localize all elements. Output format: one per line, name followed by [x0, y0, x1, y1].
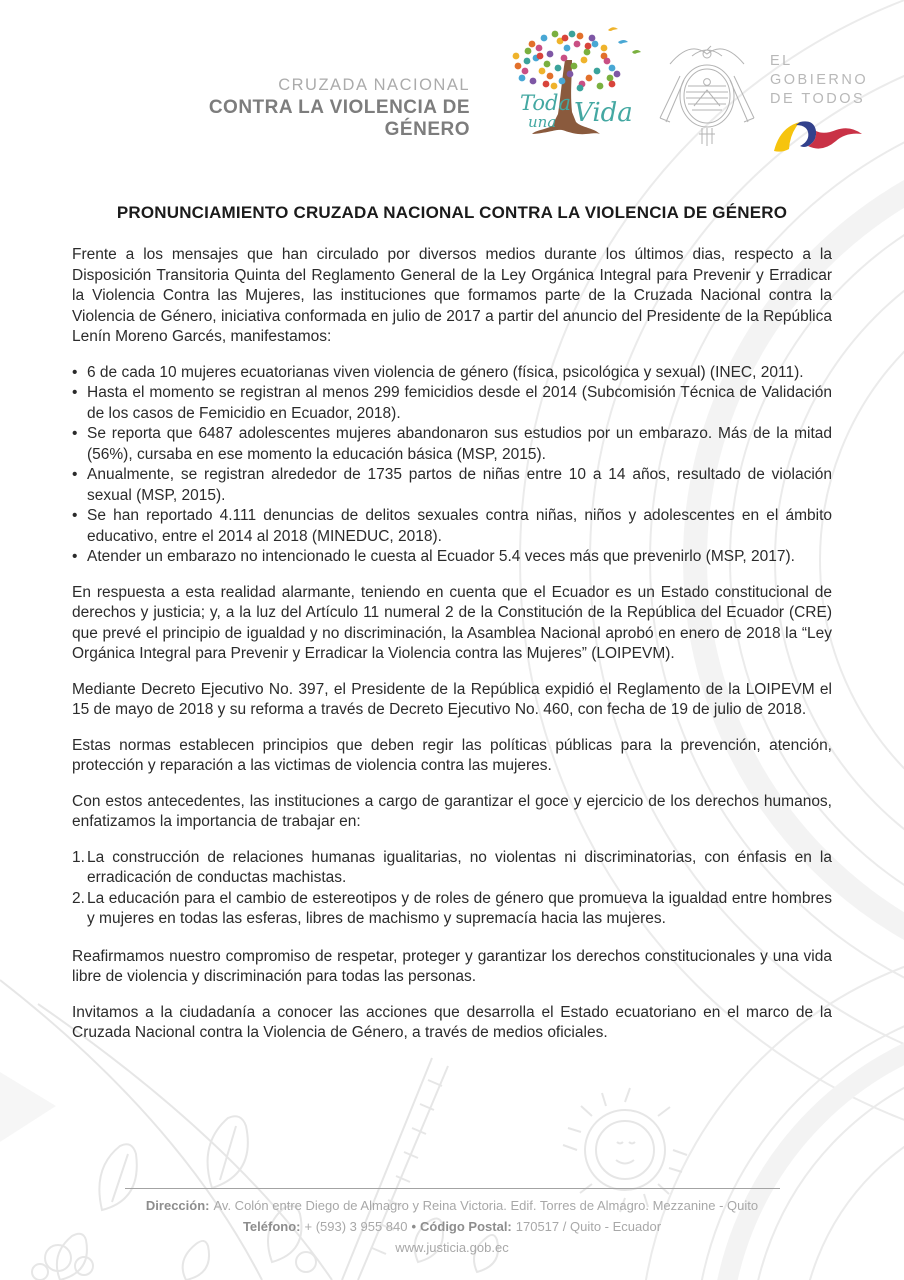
- footer-divider: [125, 1188, 780, 1189]
- paragraph-invitamos: Invitamos a la ciudadanía a conocer las acciones que desarrolla el Estado ecuatoriano en el marco de la Cruzada Nacional contra la Violencia de Género, a través de medios oficiales.: [72, 1003, 832, 1041]
- bullet-text: Atender un embarazo no intencionado le cuesta al Ecuador 5.4 veces más que prevenirlo (MSP, 2017).: [87, 548, 795, 565]
- document-title: PRONUNCIAMIENTO CRUZADA NACIONAL CONTRA LA VIOLENCIA DE GÉNERO: [116, 203, 788, 222]
- item-text: La construcción de relaciones humanas igualitarias, no violentas ni discriminatorias, con énfasis en la erradicación de conductas machistas.: [87, 848, 832, 886]
- postal-label: Código Postal:: [420, 1219, 512, 1234]
- address-value: Av. Colón entre Diego de Almagro y Reina Victoria. Edif. Torres de Almagro. Mezzanine - Quito: [213, 1198, 759, 1213]
- bullet-text: Se reporta que 6487 adolescentes mujeres abandonaron sus estudios por un embarazo. Más de la mitad (56%), cursaba en ese momento la educación básica (MSP, 2015).: [87, 425, 832, 463]
- list-item: [72, 363, 832, 384]
- list-item: [72, 506, 832, 547]
- list-item: [72, 383, 832, 424]
- vida-word: Vida: [574, 98, 633, 128]
- birds-icon: [608, 27, 641, 54]
- list-item: [72, 424, 832, 465]
- dot-separator-icon: •: [411, 1219, 417, 1234]
- postal-value: 170517 / Quito - Ecuador: [515, 1219, 662, 1234]
- toda-una-vida-logo: [492, 26, 646, 148]
- footer-website: www.justicia.gob.ec: [395, 1240, 509, 1255]
- brand-line-1: CRUZADA NACIONAL: [278, 76, 470, 94]
- item-number: 2.: [72, 889, 85, 907]
- bullet-icon: •: [72, 507, 78, 524]
- list-item: [72, 547, 832, 568]
- paragraph-intro: Frente a los mensajes que han circulado por diversos medios durante los últimos dias, respecto a la Disposición Transitoria Quinta del Reglamento General de la Ley Orgánica Integral para Prevenir y Erradicar la Violencia Contra las Mujeres, las instituciones que formamos parte de la Cruzada Nacional contra la Violencia de Género, iniciativa conformada en julio de 2017 a partir del anuncio del Presidente de la República Lenín Moreno Garcés, manifestamos:: [72, 246, 832, 345]
- letter-footer: [0, 1188, 904, 1258]
- bullet-icon: •: [72, 466, 78, 483]
- bullet-icon: •: [72, 548, 78, 565]
- cruzada-brand-lockup: [120, 76, 470, 141]
- flag-wave-icon: [770, 113, 866, 153]
- item-text: La educación para el cambio de estereotipos y de roles de género que promueva la igualdad entre hombres y mujeres en todas las esferas, libres de machismo y supremacía hacia las mujeres.: [87, 889, 832, 927]
- toda-word: Toda: [520, 91, 571, 115]
- gobierno-line-2: GOBIERNO: [770, 72, 869, 88]
- brand-line-2: CONTRA LA VIOLENCIA DE GÉNERO: [208, 97, 470, 140]
- item-number: 1.: [72, 848, 85, 866]
- gobierno-line-3: DE TODOS: [770, 91, 866, 107]
- statistics-bullet-list: [72, 363, 832, 568]
- list-item: [72, 465, 832, 506]
- ecuador-coat-of-arms: [652, 34, 762, 152]
- letter-body: [72, 202, 832, 1059]
- phone-label: Teléfono:: [242, 1219, 301, 1234]
- una-word: una: [528, 113, 557, 131]
- footer-address-line: [0, 1195, 904, 1216]
- phone-value: + (593) 3 955 840: [304, 1219, 408, 1234]
- paragraph-reafirmamos: Reafirmamos nuestro compromiso de respetar, proteger y garantizar los derechos constitucionales y una vida libre de violencia y discriminación para todas las personas.: [72, 947, 832, 985]
- gobierno-lockup: [770, 52, 890, 153]
- footer-contact-line: [0, 1216, 904, 1237]
- paragraph-respuesta: En respuesta a esta realidad alarmante, teniendo en cuenta que el Ecuador es un Estado constitucional de derechos y justicia; y, a la luz del Artículo 11 numeral 2 de la Constitución de la República del Ecuador (CRE) que prevé el principio de igualdad y no discriminación, la Asamblea Nacional aprobó en enero de 2018 la “Ley Orgánica Integral para Prevenir y Erradicar la Violencia contra las Mujeres” (LOIPEVM).: [72, 583, 832, 662]
- paragraph-normas: Estas normas establecen principios que deben regir las políticas públicas para la prevención, atención, protección y reparación a las victimas de violencia contra las mujeres.: [72, 736, 832, 774]
- gobierno-line-1: EL: [770, 53, 793, 69]
- bullet-text: Hasta el momento se registran al menos 299 femicidios desde el 2014 (Subcomisión Técnica de Validación de los casos de Femicidio en Ecuador, 2018).: [87, 384, 832, 422]
- bullet-text: Se han reportado 4.111 denuncias de delitos sexuales contra niñas, niños y adolescentes en el ámbito educativo, entre el 2014 al 2018 (MINEDUC, 2018).: [87, 507, 832, 545]
- bullet-text: 6 de cada 10 mujeres ecuatorianas viven violencia de género (física, psicológica y sexual) (INEC, 2011).: [87, 363, 804, 381]
- letterhead: [0, 0, 904, 170]
- bullet-icon: •: [72, 425, 78, 442]
- bullet-text: Anualmente, se registran alrededor de 1735 partos de niñas entre 10 a 14 años, resultado de violación sexual (MSP, 2015).: [87, 466, 832, 504]
- list-item: [72, 889, 832, 930]
- list-item: [72, 848, 832, 889]
- paragraph-antecedentes: Con estos antecedentes, las instituciones a cargo de garantizar el goce y ejercicio de los derechos humanos, enfatizamos la importancia de trabajar en:: [72, 792, 832, 830]
- address-label: Dirección:: [145, 1198, 210, 1213]
- commitments-numbered-list: [72, 848, 832, 930]
- bullet-icon: •: [72, 363, 78, 381]
- paragraph-decreto: Mediante Decreto Ejecutivo No. 397, el Presidente de la República expidió el Reglamento de la LOIPEVM el 15 de mayo de 2018 y su reforma a través de Decreto Ejecutivo No. 460, con fecha de 19 de julio de 2018.: [72, 680, 832, 718]
- bullet-icon: •: [72, 384, 78, 401]
